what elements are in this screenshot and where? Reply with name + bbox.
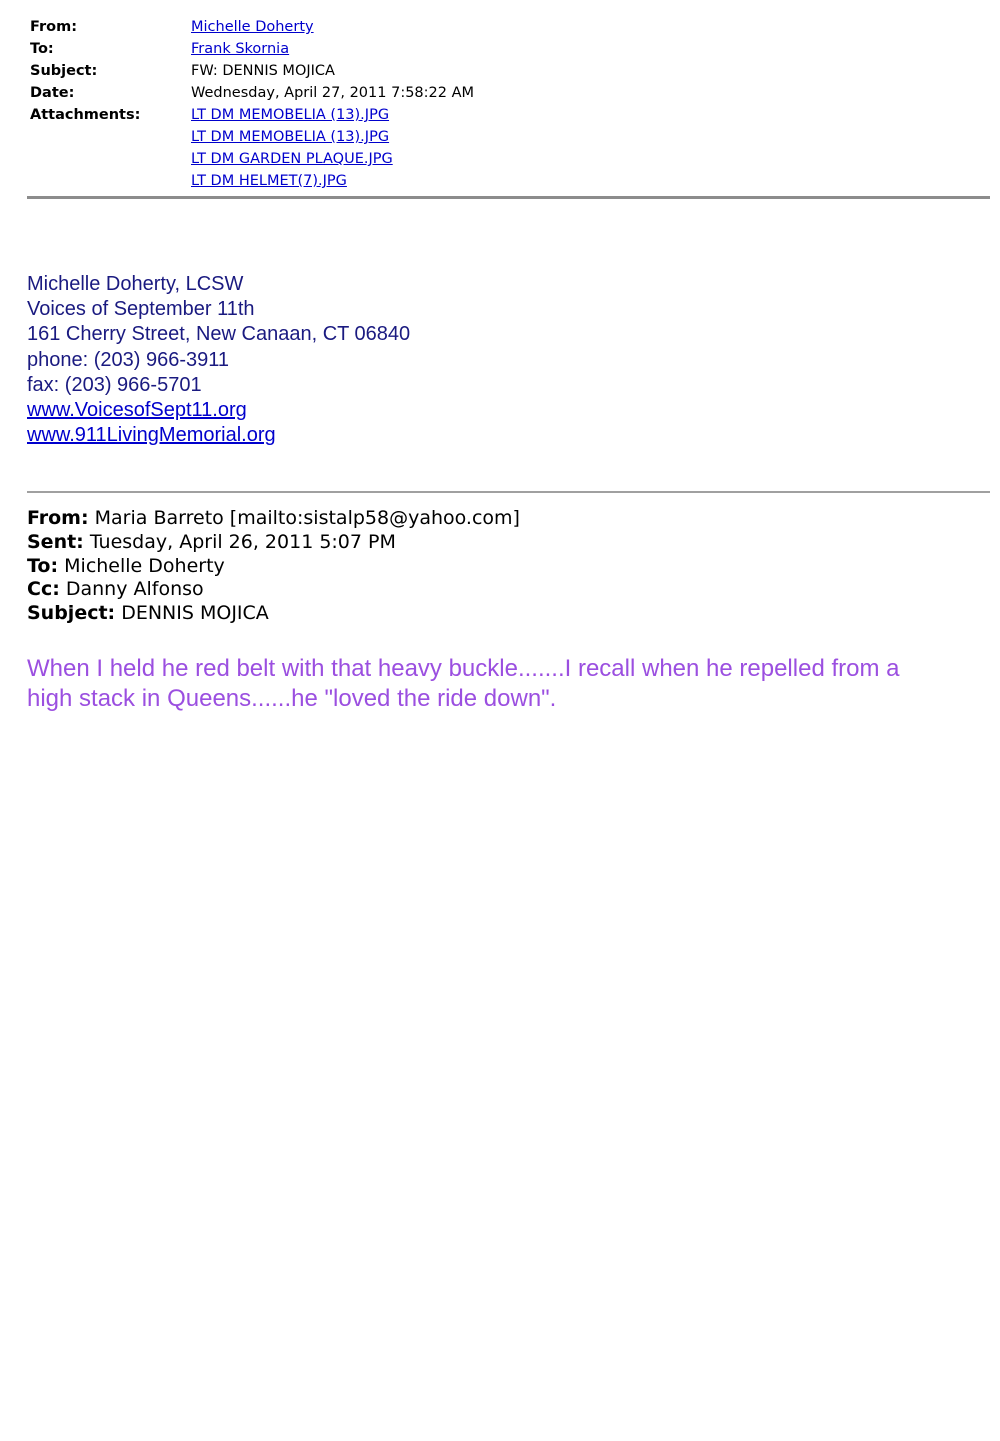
to-link[interactable]: Frank Skornia [191, 41, 290, 57]
subject-label: Subject: [30, 63, 98, 79]
forward-divider [27, 491, 990, 493]
subject-value: FW: DENNIS MOJICA [191, 63, 335, 79]
fwd-sent-row [27, 531, 520, 555]
fwd-to-value: Michelle Doherty [64, 554, 225, 577]
fwd-to-row [27, 555, 520, 579]
signature-block [27, 272, 410, 448]
header-date-row [30, 82, 474, 104]
message-body [27, 654, 977, 714]
fwd-to-label: To: [27, 554, 59, 577]
date-value: Wednesday, April 27, 2011 7:58:22 AM [191, 85, 475, 101]
header-to-row [30, 38, 474, 60]
fwd-from-value: Maria Barreto [mailto:sistalp58@yahoo.com] [94, 507, 520, 529]
signature-name: Michelle Doherty, LCSW [27, 273, 244, 295]
from-label: From: [30, 19, 77, 35]
message-line: When I held he red belt with that heavy buckle.......I recall when he repelled from a [27, 655, 900, 682]
forwarded-header [27, 507, 520, 626]
header-attachments-row [30, 104, 474, 192]
signature-org: Voices of September 11th [27, 298, 255, 321]
fwd-from-row [27, 507, 520, 531]
fwd-subject-label: Subject: [27, 602, 116, 625]
signature-fax: fax: (203) 966-5701 [27, 373, 202, 396]
fwd-cc-label: Cc: [27, 578, 60, 601]
to-label: To: [30, 41, 54, 57]
voices-website-link[interactable]: www.VoicesofSept11.org [27, 399, 247, 422]
from-link[interactable]: Michelle Doherty [191, 19, 314, 35]
fwd-cc-row [27, 578, 520, 602]
attachments-label: Attachments: [30, 107, 141, 123]
fwd-subject-value: DENNIS MOJICA [121, 602, 269, 625]
attachment-link[interactable]: LT DM MEMOBELIA (13).JPG [191, 129, 390, 145]
signature-address: 161 Cherry Street, New Canaan, CT 06840 [27, 323, 411, 346]
attachment-link[interactable]: LT DM HELMET(7).JPG [191, 173, 347, 189]
fwd-subject-row [27, 602, 520, 626]
header-from-row [30, 16, 474, 38]
fwd-from-label: From: [27, 507, 89, 529]
signature-phone: phone: (203) 966-3911 [27, 348, 230, 371]
living-memorial-link[interactable]: www.911LivingMemorial.org [27, 424, 276, 447]
fwd-sent-label: Sent: [27, 530, 84, 553]
attachments-list [191, 104, 474, 192]
message-line: high stack in Queens......he "loved the ride down". [27, 685, 557, 712]
attachment-link[interactable]: LT DM GARDEN PLAQUE.JPG [191, 151, 393, 167]
attachment-link[interactable]: LT DM MEMOBELIA (13).JPG [191, 107, 390, 123]
date-label: Date: [30, 85, 75, 101]
header-divider [27, 196, 990, 199]
email-header [30, 16, 474, 192]
fwd-cc-value: Danny Alfonso [65, 578, 204, 601]
fwd-sent-value: Tuesday, April 26, 2011 5:07 PM [89, 530, 396, 553]
header-subject-row [30, 60, 474, 82]
